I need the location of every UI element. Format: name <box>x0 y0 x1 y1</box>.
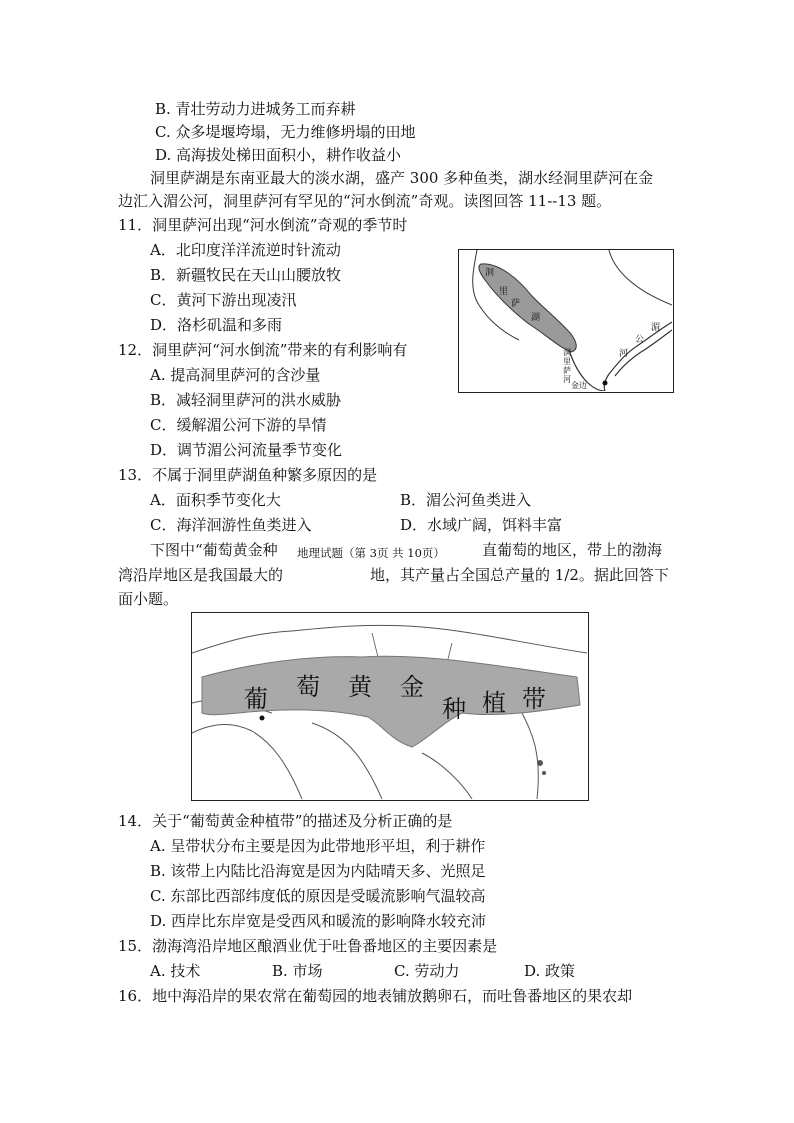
mekong-char: 湄 <box>651 323 661 333</box>
intro-passage-2-line-2a: 湾沿岸地区是我国最大的 <box>118 566 284 584</box>
lake-char: 萨 <box>511 299 521 309</box>
island <box>542 771 546 775</box>
intro-passage-2-line-1a: 下图中“葡萄黄金种 <box>150 541 278 559</box>
q11-option-a: A．北印度洋洋流逆时针流动 <box>150 241 341 259</box>
lake-char: 里 <box>499 287 509 297</box>
q11-stem: 11．洞里萨河出现“河水倒流”奇观的季节时 <box>118 216 408 234</box>
coastline-india <box>422 753 472 799</box>
q14-option-b: B. 该带上内陆比沿海宽是因为内陆晴天多、光照足 <box>150 862 486 880</box>
lake-label <box>485 268 494 279</box>
tonle-sap-river-label <box>563 348 573 384</box>
belt-label-char: 带 <box>522 685 546 713</box>
q11-option-d: D．洛杉矶温和多雨 <box>150 316 283 334</box>
phnom-penh-dot <box>603 381 608 386</box>
q11-option-b: B．新疆牧民在天山山腰放牧 <box>150 266 342 284</box>
q15-option-a: A. 技术 <box>150 962 201 980</box>
q10-option-b: B. 青壮劳动力进城务工而弃耕 <box>155 100 356 118</box>
phnom-penh-label: 金边 <box>571 381 587 390</box>
grape-belt-map <box>191 612 589 801</box>
island <box>537 760 543 766</box>
coastline-middle <box>312 723 382 799</box>
river-char: 洞 <box>563 348 571 357</box>
belt-label-char: 萄 <box>296 673 320 701</box>
river-char: 萨 <box>563 366 571 375</box>
lake-char: 湖 <box>531 313 541 323</box>
q13-option-d: D．水域广阔，饵料丰富 <box>400 516 563 534</box>
q10-option-c: C. 众多堤堰垮塌，无力维修坍塌的田地 <box>155 123 416 141</box>
q14-option-a: A. 呈带状分布主要是因为此带地形平坦，利于耕作 <box>150 837 486 855</box>
q13-option-b: B．湄公河鱼类进入 <box>400 491 532 509</box>
q14-option-d: D. 西岸比东岸宽是受西风和暖流的影响降水较充沛 <box>150 912 487 930</box>
coastline-west <box>192 724 302 799</box>
q13-stem: 13．不属于洞里萨湖鱼种繁多原因的是 <box>118 466 378 484</box>
q15-stem: 15．渤海湾沿岸地区酿酒业优于吐鲁番地区的主要因素是 <box>118 937 498 955</box>
q14-option-c: C. 东部比西部纬度低的原因是受暖流影响气温较高 <box>150 887 486 905</box>
border-line-east <box>609 250 672 305</box>
intro-passage-2-line-3: 面小题。 <box>118 590 179 608</box>
q10-option-d: D. 高海拔处梯田面积小，耕作收益小 <box>155 146 402 164</box>
q15-option-d: D. 政策 <box>524 962 576 980</box>
q12-option-b: B．减轻洞里萨河的洪水威胁 <box>150 391 342 409</box>
q12-stem: 12．洞里萨河“河水倒流”带来的有利影响有 <box>118 341 408 359</box>
q16-stem: 16．地中海沿岸的果农常在葡萄园的地表铺放鹅卵石，而吐鲁番地区的果农却 <box>118 987 633 1005</box>
q13-option-a: A．面积季节变化大 <box>150 491 281 509</box>
belt-label-char: 植 <box>482 689 506 717</box>
q15-option-c: C. 劳动力 <box>394 962 460 980</box>
belt-label-char: 金 <box>400 673 424 701</box>
belt-label-char: 葡 <box>244 685 268 713</box>
q12-option-c: C．缓解湄公河下游的旱情 <box>150 416 327 434</box>
river-char: 河 <box>563 375 571 384</box>
q12-option-d: D．调节湄公河流量季节变化 <box>150 441 343 459</box>
river-char: 里 <box>563 357 571 366</box>
q12-option-a: A. 提高洞里萨河的含沙量 <box>150 366 321 384</box>
belt-label-char: 种 <box>442 695 466 723</box>
intro-passage-2-line-2b: 地，其产量占全国总产量的 1/2。据此回答下 <box>370 566 669 584</box>
intro-passage-2-line-1b: 直葡萄的地区，带上的渤海 <box>482 541 663 559</box>
tonle-sap-map <box>458 249 674 393</box>
coastline-east <box>522 713 538 799</box>
mekong-char: 河 <box>619 349 629 359</box>
intro-passage-1-line-1: 洞里萨湖是东南亚最大的淡水湖，盛产 300 多种鱼类，湖水经洞里萨河在金 <box>150 169 654 187</box>
page-footer: 地理试题（第 3页 共 10页） <box>293 545 449 561</box>
coastline-north <box>192 625 587 653</box>
intro-passage-1-line-2: 边汇入湄公河，洞里萨河有罕见的“河水倒流”奇观。读图回答 11--13 题。 <box>118 192 612 210</box>
q11-option-c: C．黄河下游出现凌汛 <box>150 291 297 309</box>
mekong-char: 公 <box>635 335 645 345</box>
map-marker <box>260 716 265 721</box>
belt-label-char: 黄 <box>348 673 372 701</box>
q14-stem: 14．关于“葡萄黄金种植带”的描述及分析正确的是 <box>118 812 453 830</box>
q15-option-b: B. 市场 <box>272 962 323 980</box>
q13-option-c: C．海洋洄游性鱼类进入 <box>150 516 312 534</box>
lake-char: 洞 <box>485 268 495 278</box>
